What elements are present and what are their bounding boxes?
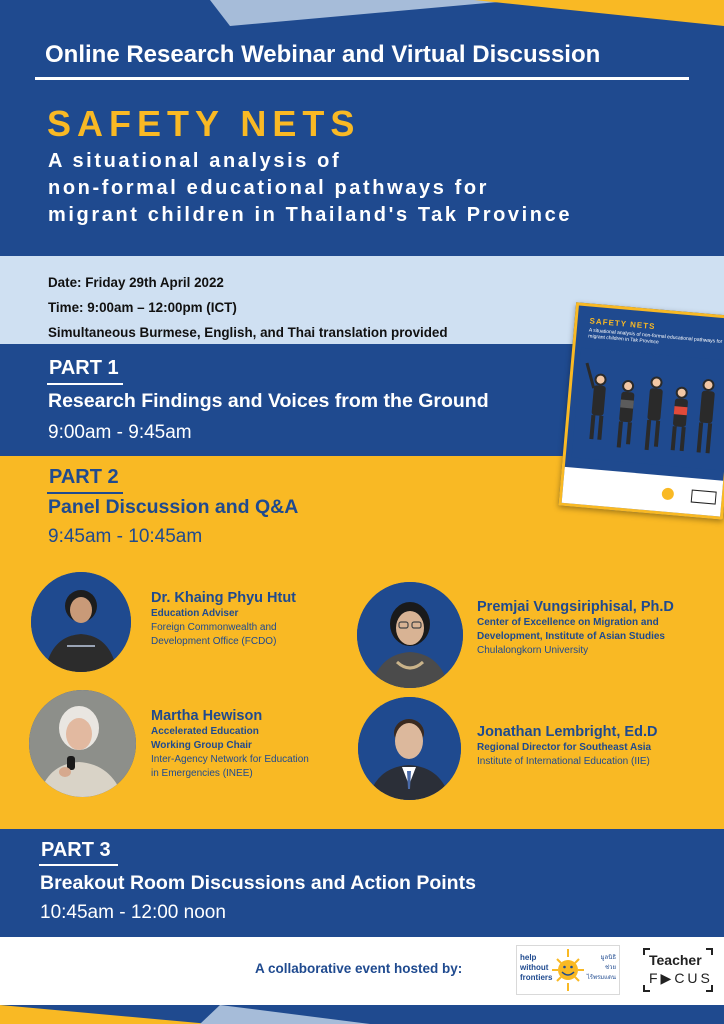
hwf-logo-thai-text [587, 953, 616, 983]
teacher-focus-line1: Teacher [649, 952, 702, 968]
speaker-role-line: Development, Institute of Asian Studies [477, 631, 665, 642]
speaker-role-line: Center of Excellence on Migration and [477, 617, 659, 628]
cover-subtitle: A situational analysis of non-formal educational pathways for migrant children in Tak Province [588, 327, 723, 346]
speaker-premjai-vungsiriphisal [477, 598, 674, 658]
speaker-name: Dr. Khaing Phyu Htut [151, 590, 296, 606]
speaker-photo-premjai-vungsiriphisal [357, 582, 463, 688]
hwf-logo-line: help [520, 953, 537, 962]
speaker-martha-hewison [151, 707, 309, 781]
speaker-organization [477, 755, 657, 769]
hwf-logo-line: frontiers [520, 973, 553, 982]
speaker-photo-jonathan-lembright [358, 697, 461, 800]
cover-title: SAFETY NETS [589, 316, 656, 332]
translation-note: Simultaneous Burmese, English, and Thai translation provided [48, 325, 448, 340]
bottom-accent-light [200, 1005, 370, 1024]
speaker-role [151, 607, 296, 621]
portrait-icon [31, 572, 131, 672]
report-cover-image [558, 302, 724, 520]
speaker-org-line: Foreign Commonwealth and [151, 622, 277, 633]
part1-underline [47, 383, 123, 385]
hwf-logo-line: without [520, 963, 549, 972]
part2-underline [47, 492, 123, 494]
speaker-org-line: Institute of International Education (IIE) [477, 756, 650, 767]
help-without-frontiers-logo [516, 945, 620, 995]
subtitle-line: migrant children in Thailand's Tak Province [48, 204, 573, 226]
hwf-logo-line: ไร้พรมแดน [586, 974, 616, 981]
logo-corner-mark [706, 948, 713, 955]
teacher-focus-line2: F▶CUS [649, 970, 713, 986]
speaker-role-line: Accelerated Education [151, 726, 259, 737]
portrait-icon [358, 697, 461, 800]
cover-sun-logo-icon [647, 482, 689, 505]
event-details [48, 270, 448, 345]
part3-label: PART 3 [41, 839, 111, 861]
speaker-photo-khaing-phyu-htut [31, 572, 131, 672]
speaker-role-line: Regional Director for Southeast Asia [477, 742, 652, 753]
subtitle-line: non-formal educational pathways for [48, 177, 490, 199]
event-subtitle [48, 148, 572, 229]
speaker-role [477, 616, 674, 644]
part1-label: PART 1 [49, 357, 119, 379]
speaker-role-line: Education Adviser [151, 608, 239, 619]
speaker-org-line: in Emergencies (INEE) [151, 768, 253, 779]
speaker-org-line: Inter-Agency Network for Education [151, 754, 309, 765]
speaker-name: Premjai Vungsiriphisal, Ph.D [477, 599, 674, 615]
speaker-name: Martha Hewison [151, 708, 263, 724]
part3-time: 10:45am - 12:00 noon [40, 902, 226, 923]
part2-label: PART 2 [49, 466, 119, 488]
speaker-role [151, 725, 309, 753]
speaker-org-line: Development Office (FCDO) [151, 636, 277, 647]
speaker-role-line: Working Group Chair [151, 740, 252, 751]
poster-title: Online Research Webinar and Virtual Discussion [45, 41, 601, 68]
hwf-logo-line: ช่วย [605, 964, 616, 971]
title-divider [35, 77, 689, 80]
header-accent-yellow [474, 0, 724, 26]
teacher-focus-logo [643, 948, 713, 992]
portrait-icon [29, 690, 136, 797]
speaker-organization [151, 753, 309, 781]
hwf-logo-text [520, 953, 552, 983]
part2-time: 9:45am - 10:45am [48, 526, 203, 547]
speaker-org-line: Chulalongkorn University [477, 645, 589, 656]
part1-heading: Research Findings and Voices from the Ground [48, 390, 489, 412]
cover-footer [562, 467, 724, 517]
speaker-organization [151, 621, 296, 649]
bottom-accent-yellow [0, 1005, 210, 1024]
cover-photo-jumping-children [572, 348, 724, 471]
speaker-organization [477, 644, 674, 658]
speaker-name: Jonathan Lembright, Ed.D [477, 724, 658, 740]
event-time: Time: 9:00am – 12:00pm (ICT) [48, 300, 237, 315]
event-name: SAFETY NETS [47, 103, 361, 144]
portrait-icon [357, 582, 463, 688]
part3-underline [39, 864, 118, 866]
speaker-jonathan-lembright [477, 723, 657, 769]
part3-heading: Breakout Room Discussions and Action Points [40, 872, 476, 894]
subtitle-line: A situational analysis of [48, 150, 342, 172]
part1-time: 9:00am - 9:45am [48, 422, 192, 443]
speaker-khaing-phyu-htut [151, 589, 296, 649]
speaker-role [477, 741, 657, 755]
event-date: Date: Friday 29th April 2022 [48, 275, 224, 290]
hosted-by-text: A collaborative event hosted by: [255, 961, 463, 976]
part2-heading: Panel Discussion and Q&A [48, 496, 299, 518]
cover-teacher-focus-logo-icon [689, 486, 719, 508]
hwf-logo-line: มูลนิธิ [600, 954, 616, 961]
speaker-photo-martha-hewison [29, 690, 136, 797]
